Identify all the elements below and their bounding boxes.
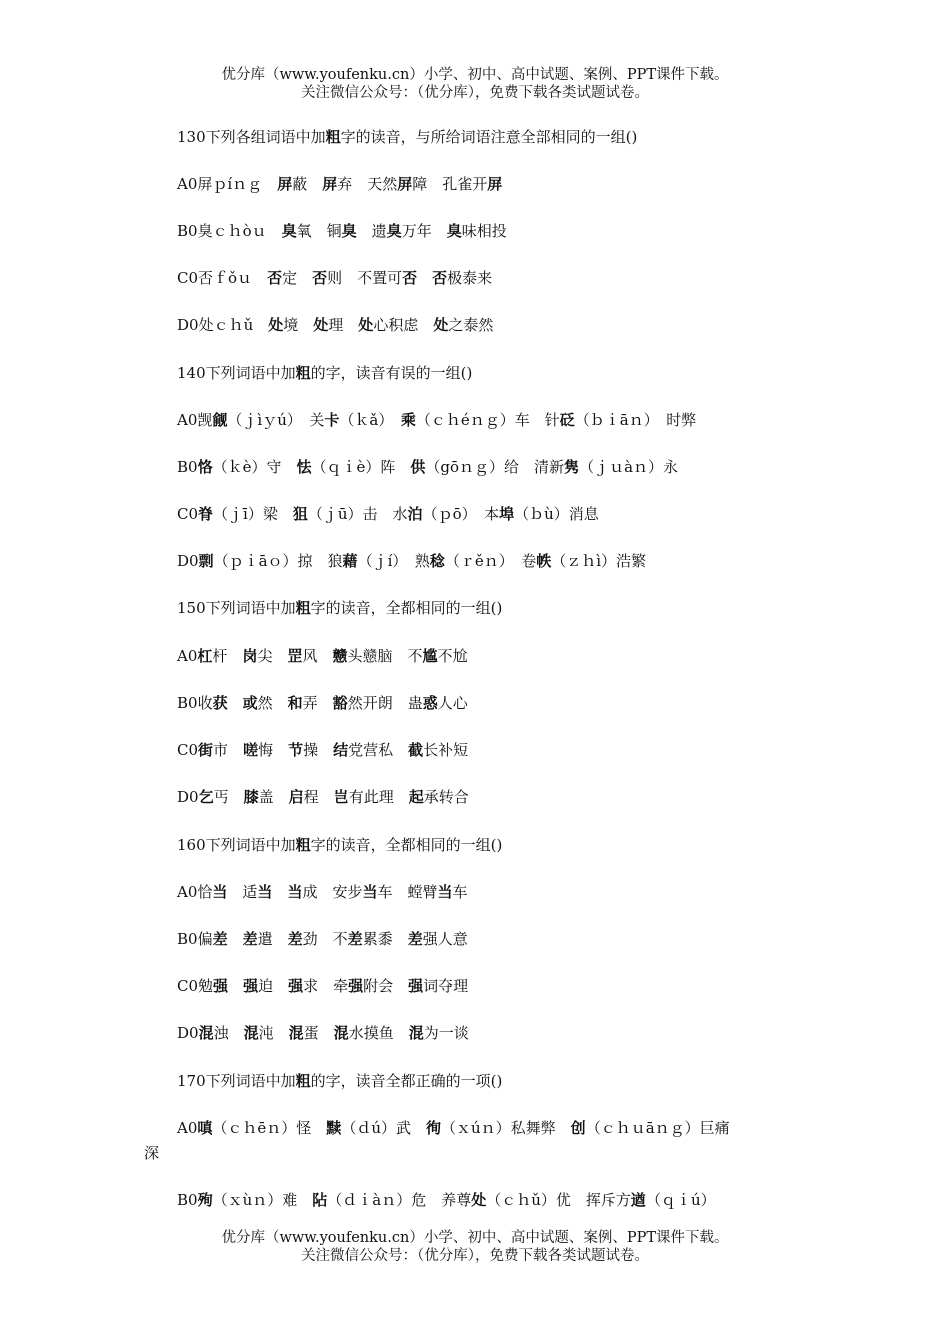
bold-char: 砭	[559, 411, 575, 429]
bold-char: 处	[358, 316, 374, 334]
bold-char: 屏	[322, 175, 338, 193]
text-segment: （ｄｉàｎ）危 养尊	[327, 1191, 472, 1209]
bold-char: 启	[288, 788, 304, 806]
bold-char: 粗	[325, 128, 341, 146]
text-segment: 境	[283, 316, 314, 334]
bold-char: 卡	[324, 411, 340, 429]
text-segment: 遗	[356, 222, 387, 240]
text-segment: 理	[328, 316, 359, 334]
text-line	[177, 787, 469, 807]
header-line-2: 关注微信公众号：（优分库），免费下载各类试题试卷。	[301, 85, 649, 101]
text-segment: 然开朗 蛊	[347, 694, 423, 712]
text-segment: （ｐｉāｏ）掠 狼	[213, 552, 343, 570]
text-segment: D0	[177, 552, 199, 570]
text-segment: 150下列词语中加	[177, 599, 296, 617]
text-segment	[228, 930, 243, 948]
text-segment: 词夺理	[423, 977, 469, 995]
text-segment: （ｘúｎ）私舞弊	[441, 1119, 571, 1137]
bold-char: 戆	[332, 647, 348, 665]
bold-char: 处	[471, 1191, 487, 1209]
text-line	[177, 598, 502, 618]
bold-char: 乞	[198, 788, 214, 806]
text-segment: （ｂｉāｎ） 时弊	[574, 411, 697, 429]
text-segment: A0恰	[177, 883, 213, 901]
text-segment: 有此理	[348, 788, 409, 806]
text-segment: 140下列词语中加	[177, 364, 296, 382]
bold-char: 屏	[487, 175, 503, 193]
bold-char: 臭	[386, 222, 402, 240]
text-line	[177, 1118, 730, 1138]
text-segment: （ｃｈｕāｎｇ）巨痛	[585, 1119, 730, 1137]
text-segment: 水摸鱼	[348, 1024, 409, 1042]
text-segment: C0否ｆǒｕ	[177, 269, 268, 287]
text-line	[177, 410, 696, 430]
bold-char: 阽	[312, 1191, 328, 1209]
text-segment: （ｊī）梁	[213, 505, 293, 523]
text-segment: （ｐō） 本	[422, 505, 500, 523]
bold-char: 膝	[243, 788, 259, 806]
bold-char: 差	[287, 930, 303, 948]
text-segment: 不尬	[437, 647, 468, 665]
text-segment: 氧 铜	[296, 222, 342, 240]
text-segment: 障 孔雀开	[412, 175, 488, 193]
text-segment: 130下列各组词语中加	[177, 128, 326, 146]
text-segment: B0臭ｃｈòｕ	[177, 222, 282, 240]
bold-char: 藉	[342, 552, 358, 570]
bold-char: 粗	[295, 1072, 311, 1090]
footer-line-2: 关注微信公众号：（优分库），免费下载各类试题试卷。	[301, 1248, 649, 1264]
bold-char: 臭	[281, 222, 297, 240]
header-line-1: 优分库（www.youfenku.cn）小学、初中、高中试题、案例、PPT课件下载。	[221, 67, 729, 83]
page-footer	[0, 1229, 950, 1265]
text-segment: （ｊū）击 水	[307, 505, 408, 523]
bold-char: 或	[242, 694, 258, 712]
bold-char: 起	[408, 788, 424, 806]
text-segment: 然	[257, 694, 288, 712]
bold-char: 岂	[333, 788, 349, 806]
text-segment: D0	[177, 788, 199, 806]
text-segment: A0屏ｐíｎｇ	[177, 175, 278, 193]
text-segment: 风	[302, 647, 333, 665]
bold-char: 处	[313, 316, 329, 334]
text-segment: 极泰来	[447, 269, 493, 287]
text-segment: 字的读音，与所给词语注意全部相同的一组()	[340, 128, 638, 146]
text-segment: 累黍	[362, 930, 408, 948]
bold-char: 否	[267, 269, 283, 287]
text-segment: 160下列词语中加	[177, 836, 296, 854]
page-header	[0, 66, 950, 102]
text-segment: 遣	[257, 930, 288, 948]
bold-char: 粗	[295, 836, 311, 854]
text-segment	[272, 883, 287, 901]
text-line	[177, 1071, 502, 1091]
bold-char: 脊	[198, 505, 214, 523]
bold-char: 差	[212, 930, 228, 948]
text-segment: D0处ｃｈǔ	[177, 316, 269, 334]
text-segment	[228, 977, 243, 995]
text-segment: （ｚｈì）浩繁	[551, 552, 647, 570]
bold-char: 混	[243, 1024, 259, 1042]
bold-char: 屏	[277, 175, 293, 193]
bold-char: 当	[437, 883, 453, 901]
text-line	[177, 221, 507, 241]
text-segment: C0勉	[177, 977, 214, 995]
bold-char: 稔	[429, 552, 445, 570]
text-segment: 弄	[302, 694, 333, 712]
text-segment: A0	[177, 647, 198, 665]
bold-char: 殉	[197, 1191, 213, 1209]
text-line	[177, 1190, 716, 1210]
bold-char: 狙	[292, 505, 308, 523]
bold-char: 处	[268, 316, 284, 334]
bold-char: 豁	[332, 694, 348, 712]
text-segment: （ｑｉú）	[645, 1191, 716, 1209]
bold-char: 恪	[197, 458, 213, 476]
text-line	[177, 740, 468, 760]
text-segment	[228, 694, 243, 712]
bold-char: 粗	[295, 364, 311, 382]
text-segment: 弃 天然	[337, 175, 398, 193]
bold-char: 和	[287, 694, 303, 712]
bold-char: 强	[408, 977, 424, 995]
text-segment: 浊	[213, 1024, 244, 1042]
text-line	[177, 504, 599, 524]
bold-char: 结	[333, 741, 349, 759]
bold-char: 处	[433, 316, 449, 334]
text-line	[177, 127, 637, 147]
bold-char: 差	[242, 930, 258, 948]
text-segment: 适	[227, 883, 258, 901]
text-segment: 附会	[363, 977, 409, 995]
text-line	[177, 929, 468, 949]
text-segment: 强人意	[422, 930, 468, 948]
text-segment: 头戆脑 不	[347, 647, 423, 665]
text-segment: 承转合	[423, 788, 469, 806]
bold-char: 强	[288, 977, 304, 995]
bold-char: 泊	[407, 505, 423, 523]
bold-char: 臭	[446, 222, 462, 240]
bold-char: 粗	[295, 599, 311, 617]
bold-char: 否	[402, 269, 418, 287]
text-segment: 的字，读音有误的一组()	[310, 364, 473, 382]
bold-char: 当	[257, 883, 273, 901]
bold-char: 截	[408, 741, 424, 759]
bold-char: 惑	[422, 694, 438, 712]
text-segment: 程	[303, 788, 334, 806]
text-segment: （ｑｉè）阵	[311, 458, 411, 476]
bold-char: 否	[432, 269, 448, 287]
bold-char: 创	[570, 1119, 586, 1137]
bold-char: 混	[333, 1024, 349, 1042]
bold-char: 获	[212, 694, 228, 712]
text-segment: 车 螳臂	[377, 883, 438, 901]
text-segment: C0	[177, 505, 199, 523]
text-segment: 定	[282, 269, 313, 287]
text-segment: 之泰然	[448, 316, 494, 334]
text-line	[177, 835, 502, 855]
bold-char: 岗	[242, 647, 258, 665]
text-line	[177, 363, 472, 383]
text-segment: 求 牵	[303, 977, 349, 995]
bold-char: 帙	[536, 552, 552, 570]
text-segment: 字的读音，全都相同的一组()	[310, 836, 503, 854]
bold-char: 当	[287, 883, 303, 901]
bold-char: 埠	[499, 505, 515, 523]
bold-char: 供	[410, 458, 426, 476]
bold-char: 嗟	[243, 741, 259, 759]
text-segment: 170下列词语中加	[177, 1072, 296, 1090]
text-segment: 党营私	[348, 741, 409, 759]
bold-char: 强	[243, 977, 259, 995]
text-line	[177, 1023, 469, 1043]
text-segment: （ｒěｎ） 卷	[444, 552, 537, 570]
bold-char: 遒	[630, 1191, 646, 1209]
text-segment: 成 安步	[302, 883, 363, 901]
text-segment: （ｄú）武	[341, 1119, 426, 1137]
bold-char: 混	[198, 1024, 214, 1042]
text-segment: 劲 不	[302, 930, 348, 948]
text-segment: 悔	[258, 741, 289, 759]
text-segment: 车	[452, 883, 468, 901]
bold-char: 怯	[296, 458, 312, 476]
text-line	[177, 268, 492, 288]
bold-char: 节	[288, 741, 304, 759]
text-line	[177, 976, 468, 996]
bold-char: 尴	[422, 647, 438, 665]
bold-char: 强	[213, 977, 229, 995]
bold-char: 剽	[198, 552, 214, 570]
text-segment: 蛋	[303, 1024, 334, 1042]
bold-char: 混	[288, 1024, 304, 1042]
text-segment: 尖	[257, 647, 288, 665]
bold-char: 强	[348, 977, 364, 995]
bold-char: 差	[407, 930, 423, 948]
bold-char: 徇	[425, 1119, 441, 1137]
bold-char: 街	[198, 741, 214, 759]
text-segment: （ｂù）消息	[514, 505, 599, 523]
text-segment: 市	[213, 741, 244, 759]
text-segment: B0	[177, 1191, 198, 1209]
wrapped-line-continuation: 深	[144, 1144, 160, 1162]
bold-char: 隽	[564, 458, 580, 476]
text-segment: B0偏	[177, 930, 213, 948]
text-segment: 为一谈	[423, 1024, 469, 1042]
text-line	[177, 315, 493, 335]
bold-char: 杠	[197, 647, 213, 665]
bold-char: 觎	[212, 411, 228, 429]
text-segment: 则 不置可	[327, 269, 403, 287]
text-segment: （ｘùｎ）难	[212, 1191, 313, 1209]
text-segment: （gōｎｇ）给 清新	[425, 458, 565, 476]
bold-char: 黩	[326, 1119, 342, 1137]
text-segment: 盖	[258, 788, 289, 806]
text-segment: B0收	[177, 694, 213, 712]
text-segment: B0	[177, 458, 198, 476]
text-segment: 的字，读音全都正确的一项()	[310, 1072, 503, 1090]
text-line	[177, 457, 678, 477]
text-segment: （ｋè）守	[212, 458, 297, 476]
text-segment: A0觊	[177, 411, 213, 429]
bold-char: 屏	[397, 175, 413, 193]
text-segment: D0	[177, 1024, 199, 1042]
bold-char: 臭	[341, 222, 357, 240]
bold-char: 差	[347, 930, 363, 948]
bold-char: 罡	[287, 647, 303, 665]
text-segment: 万年	[401, 222, 447, 240]
text-segment: （ｃｈēｎ）怪	[212, 1119, 327, 1137]
text-segment: A0	[177, 1119, 198, 1137]
text-segment: （ｋǎ）	[339, 411, 401, 429]
text-line	[177, 646, 468, 666]
text-segment: 心积虑	[373, 316, 434, 334]
text-segment: 人心	[437, 694, 468, 712]
text-segment: 长补短	[423, 741, 469, 759]
text-segment: 杆	[212, 647, 243, 665]
text-line	[177, 174, 502, 194]
text-line	[177, 882, 468, 902]
text-segment: 味相投	[461, 222, 507, 240]
text-segment: 蔽	[292, 175, 323, 193]
bold-char: 当	[362, 883, 378, 901]
text-segment: 丐	[213, 788, 244, 806]
text-segment: 迫	[258, 977, 289, 995]
bold-char: 乘	[400, 411, 416, 429]
bold-char: 否	[312, 269, 328, 287]
text-segment: C0	[177, 741, 199, 759]
text-segment: 字的读音，全都相同的一组()	[310, 599, 503, 617]
footer-line-1: 优分库（www.youfenku.cn）小学、初中、高中试题、案例、PPT课件下载。	[221, 1230, 729, 1246]
bold-char: 当	[212, 883, 228, 901]
text-segment: （ｊí） 熟	[357, 552, 430, 570]
text-segment: 操	[303, 741, 334, 759]
bold-char: 嗔	[197, 1119, 213, 1137]
text-segment: （ｊｕàｎ）永	[579, 458, 679, 476]
text-segment: （ｊìｙú） 关	[227, 411, 325, 429]
text-segment: （ｃｈǔ）优 挥斥方	[486, 1191, 631, 1209]
text-segment: 沌	[258, 1024, 289, 1042]
text-line	[177, 693, 468, 713]
text-segment	[417, 269, 432, 287]
text-line	[177, 551, 646, 571]
bold-char: 混	[408, 1024, 424, 1042]
text-segment: （ｃｈéｎｇ）车 针	[415, 411, 560, 429]
